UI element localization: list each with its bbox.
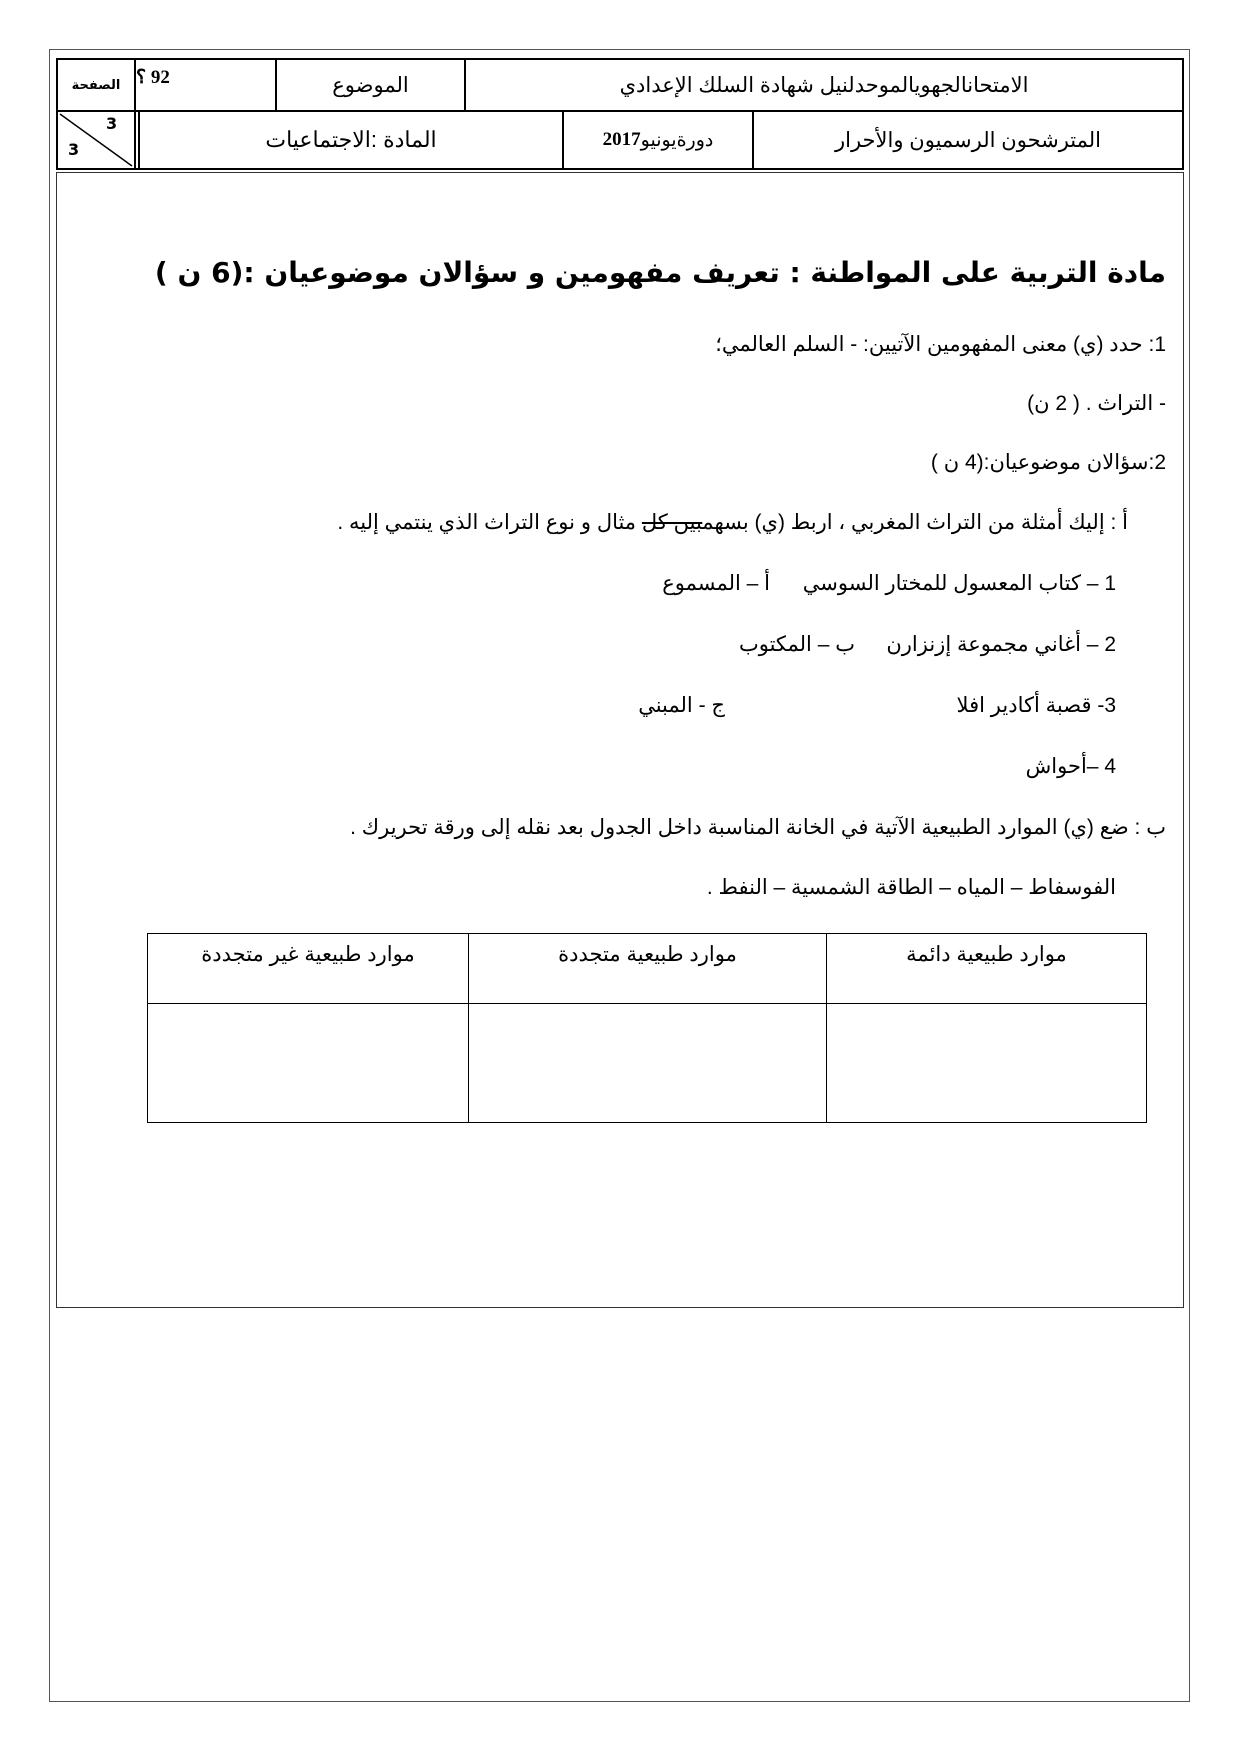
page-number-cell (58, 112, 136, 168)
header-permanent: موارد طبيعية دائمة (827, 934, 1147, 1004)
subject-label: المادة :الاجتماعيات (265, 127, 437, 152)
exam-code-cell (136, 60, 275, 112)
page-number: 3 (106, 114, 118, 133)
q2-b-list: الفوسفاط – المياه – الطاقة الشمسية – النفط . (706, 876, 1116, 899)
exam-title: الامتحانالجهويالموحدلنيل شهادة السلك الإعدادي (619, 73, 1029, 97)
resources-table (147, 933, 1147, 1123)
heritage-item-4: 4 –أحواش (1025, 755, 1116, 778)
topic-label-cell (275, 60, 466, 112)
q2-a-instruction (337, 510, 1128, 535)
header-non-renewable: موارد طبيعية غير متجددة (148, 934, 469, 1004)
candidates-label: المترشحون الرسميون والأحرار (834, 128, 1102, 152)
heritage-item-3: 3- قصبة أكادير افلا (956, 694, 1116, 717)
subject-cell (138, 112, 562, 168)
topic-label: الموضوع (332, 73, 409, 97)
heritage-item-1: 1 – كتاب المعسول للمختار السوسي (802, 572, 1116, 595)
page-label: الصفحة (71, 77, 121, 93)
heritage-type-b: ب – المكتوب (738, 633, 855, 656)
exam-title-cell (466, 60, 1182, 112)
cell-permanent (827, 1004, 1147, 1123)
exam-code: 92 ؟ (136, 67, 170, 88)
heritage-type-a: أ – المسموع (662, 572, 770, 595)
session-label: دورةيونيو (640, 129, 714, 151)
section-title: مادة التربية على المواطنة : تعريف مفهومين و سؤالان موضوعيان :(6 ن ) (154, 256, 1166, 289)
header-renewable: موارد طبيعية متجددة (469, 934, 827, 1004)
heritage-item-2: 2 – أغاني مجموعة إزنزارن (886, 633, 1116, 656)
cell-renewable (469, 1004, 827, 1123)
page-total: 3 (68, 140, 80, 159)
q2-a-suffix: مثال و نوع التراث الذي ينتمي إليه . (337, 511, 642, 534)
table-row (148, 1004, 1147, 1123)
page-label-cell (58, 60, 136, 112)
cell-non-renewable (148, 1004, 469, 1123)
session-year: 2017 (602, 129, 641, 150)
q2-a-prefix: أ : إليك أمثلة من التراث المغربي ، اربط (ي) بسهم (702, 511, 1128, 534)
q2-a-struck: بين كل (641, 511, 703, 534)
session-cell (562, 112, 754, 168)
heritage-type-c: ج - المبني (638, 694, 725, 717)
q2-title: 2:سؤالان موضوعيان:(4 ن ) (930, 451, 1166, 474)
q1-line2: - التراث . ( 2 ن) (1027, 392, 1166, 415)
q2-b-instruction: ب : ضع (ي) الموارد الطبيعية الآتية في الخانة المناسبة داخل الجدول بعد نقله إلى ورقة تحريرك . (350, 816, 1166, 839)
q1-line1: 1: حدد (ي) معنى المفهومين الآتيين: - السلم العالمي؛ (715, 333, 1166, 356)
exam-header (56, 58, 1184, 170)
candidates-cell (754, 112, 1182, 168)
table-header-row (148, 934, 1147, 1004)
